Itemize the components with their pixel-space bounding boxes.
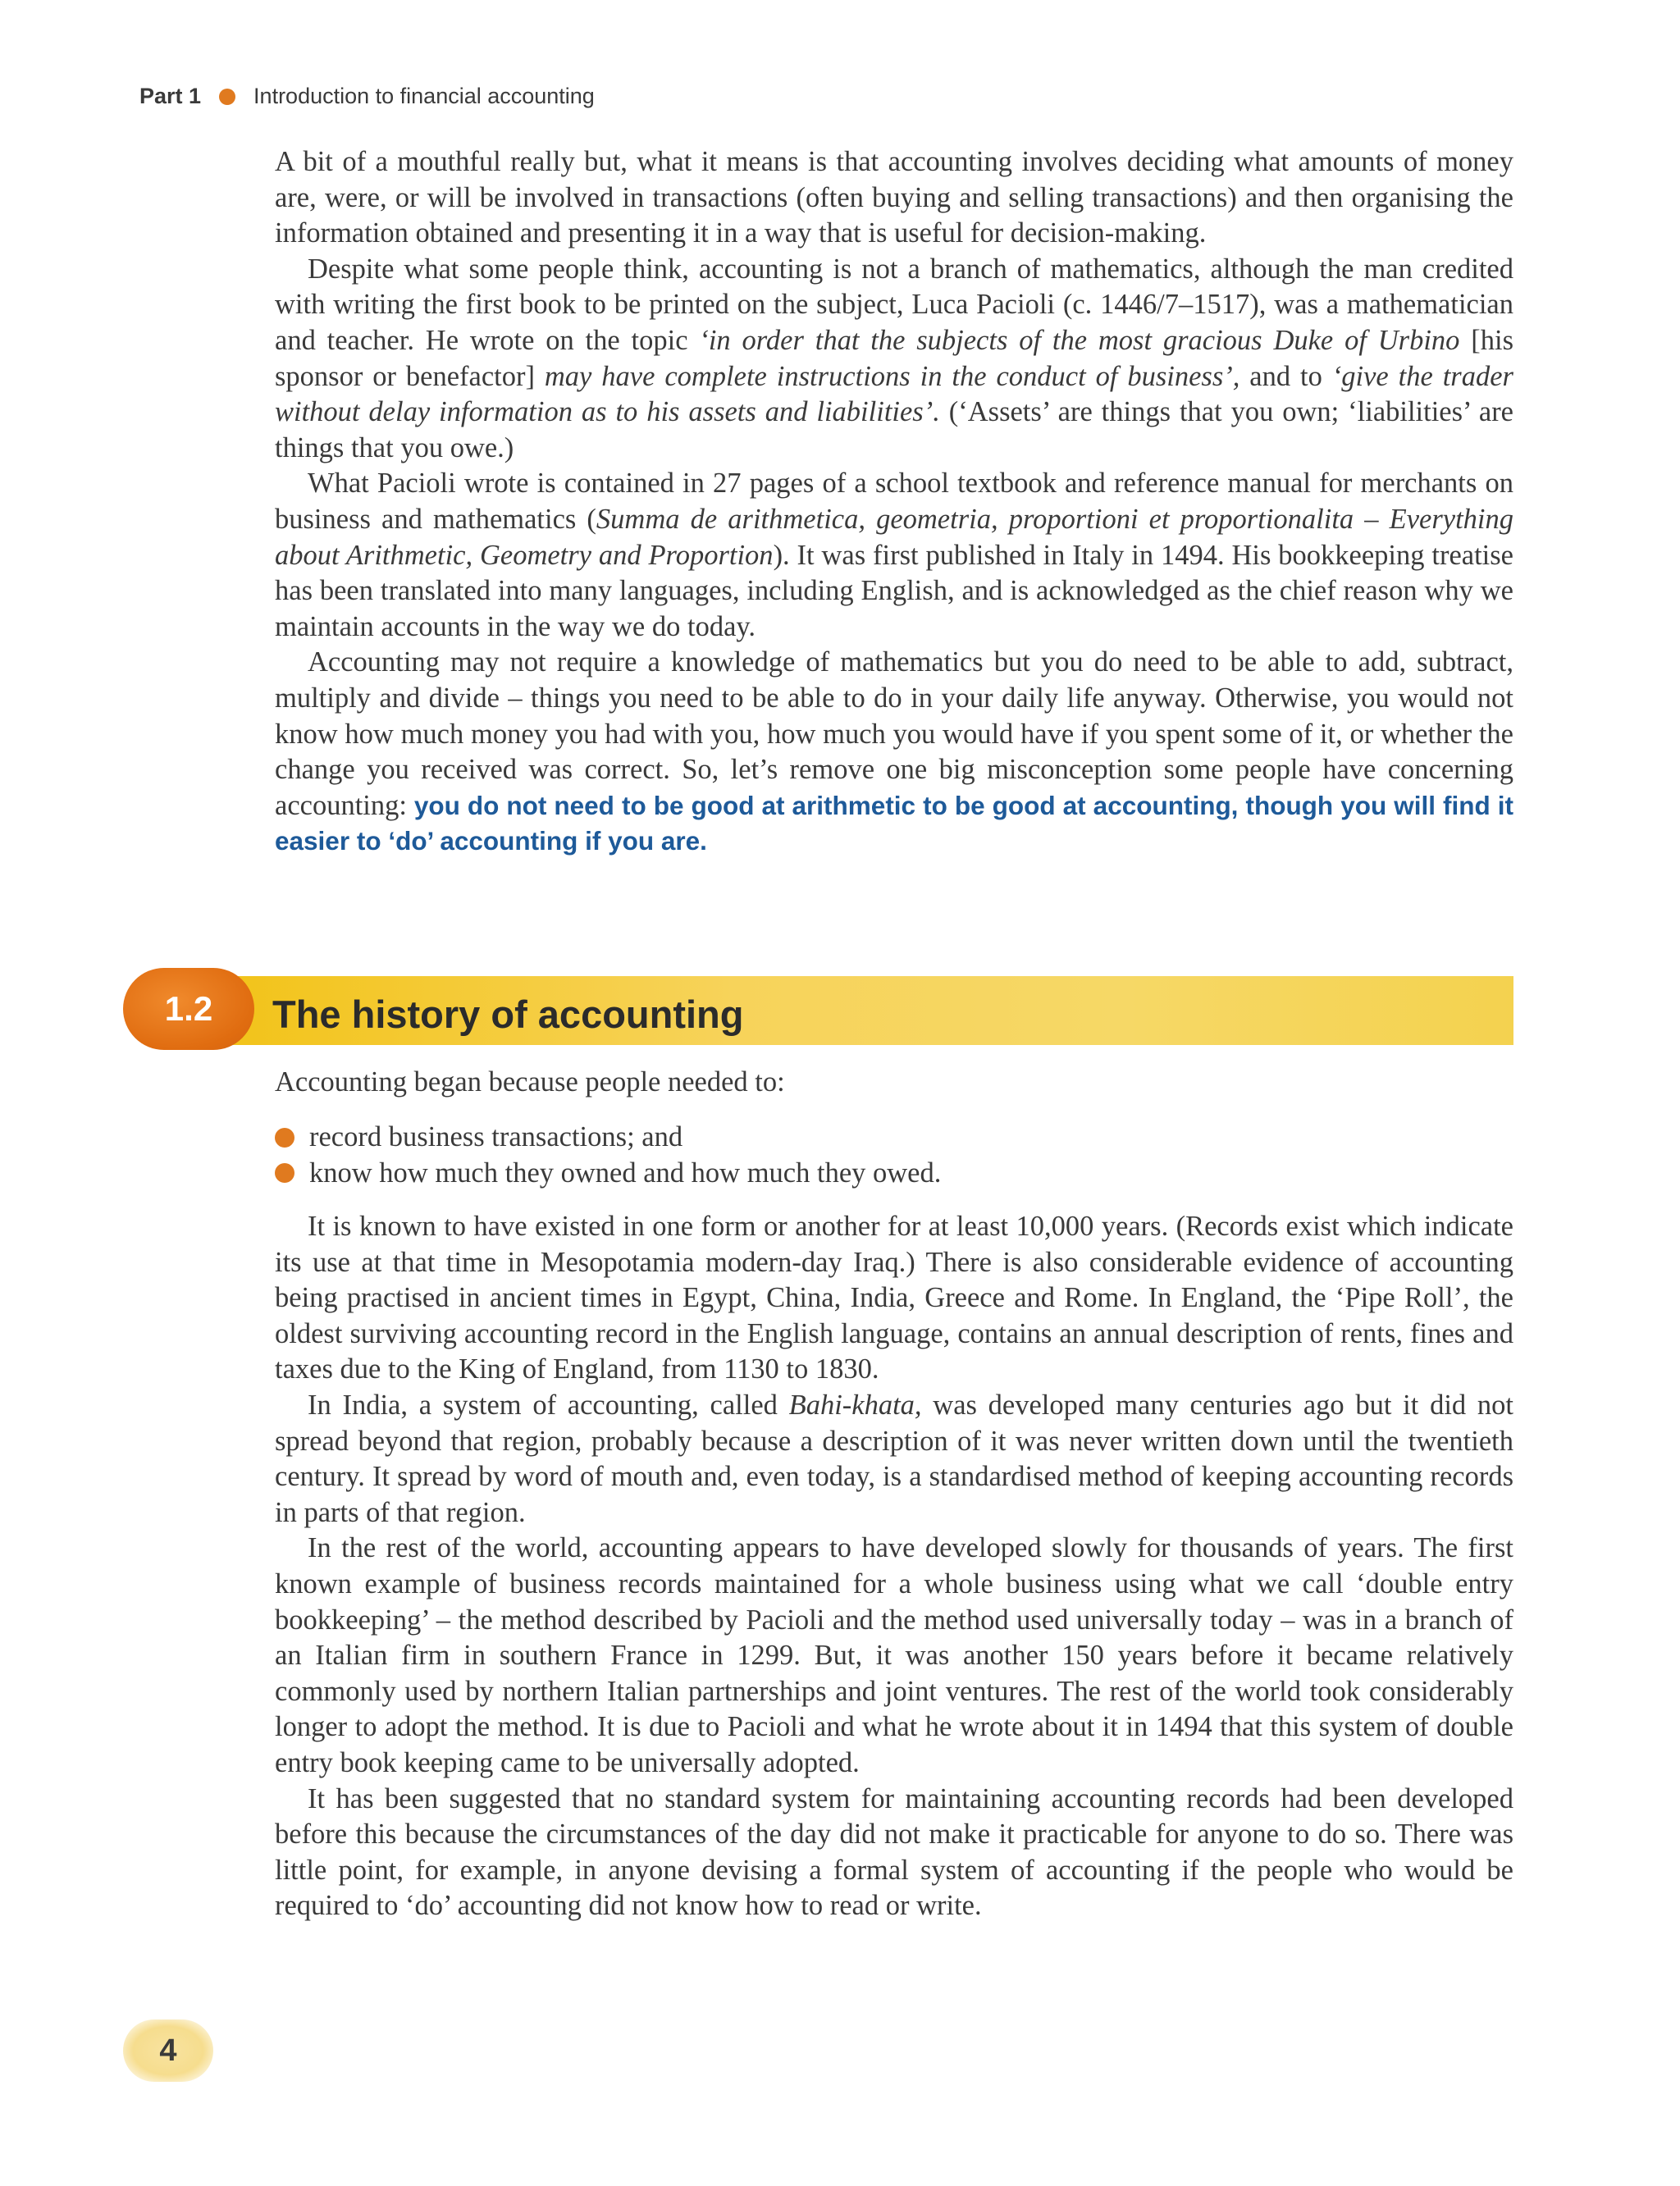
body-text-block-2 bbox=[275, 1209, 1513, 1924]
paragraph bbox=[275, 466, 1513, 645]
running-head-title: Introduction to financial accounting bbox=[253, 84, 595, 108]
paragraph-text: ). It was first published in Italy in 1494. His bookkeeping treatise has been translated into many languages, including English, and is acknowledged as the chief reason why we maintain accounts in the way we do today. bbox=[275, 539, 1513, 642]
paragraph bbox=[275, 252, 1513, 467]
running-head-part: Part 1 bbox=[139, 84, 202, 108]
term-italic: Bahi-khata, bbox=[788, 1389, 922, 1421]
list-item bbox=[275, 1156, 941, 1192]
paragraph bbox=[275, 144, 1513, 252]
quote-text: ‘give the trader without delay information as to his assets and liabilities’. bbox=[275, 360, 1513, 428]
quote-text: ‘in order that the subjects of the most gracious Duke of Urbino bbox=[699, 324, 1460, 356]
page-number: 4 bbox=[123, 2019, 213, 2082]
bullet-list bbox=[275, 1120, 941, 1191]
list-item bbox=[275, 1120, 941, 1156]
paragraph-text: Despite what some people think, accounting is not a branch of mathematics, although the man credited with writing the first book to be printed on the subject, Luca Pacioli (c. 1446/7–1517), was a mathematician and teacher. He wrote on the topic bbox=[275, 253, 1513, 356]
list-item-text: know how much they owned and how much they owed. bbox=[309, 1157, 942, 1189]
paragraph bbox=[275, 1531, 1513, 1781]
paragraph-text: A bit of a mouthful really but, what it means is that accounting involves deciding what amounts of money are, were, or will be involved in transactions (often buying and selling transactions) and then organising the information obtained and presenting it in a way that is useful for decision-making. bbox=[275, 146, 1513, 249]
bullet-icon bbox=[275, 1128, 294, 1148]
book-title: Summa de arithmetica, geometria, proportioni et proportionalita – Everything about Arithmetic, Geometry and Proportion bbox=[275, 503, 1513, 571]
paragraph-text: Accounting may not require a knowledge of mathematics but you do need to be able to add, subtract, multiply and divide – things you need to be able to do in your daily life anyway. Otherwise, you would not know how much money you had with you, how much you would have if you spent some of it, or whether the change you received was correct. So, let’s remove one big misconception some people have concerning accounting: bbox=[275, 646, 1513, 821]
paragraph-text: In the rest of the world, accounting appears to have developed slowly for thousands of years. The first known example of business records maintained for a whole business using what we call ‘double entry bookkeeping’ – the method described by Pacioli and the method used universally today – was in a branch of an Italian firm in southern France in 1299. But, it was another 150 years before it became relatively commonly used by northern Italian partnerships and joint ventures. The rest of the world took considerably longer to adopt the method. It is due to Pacioli and what he wrote about it in 1494 that this system of double entry book keeping came to be universally adopted. bbox=[275, 1532, 1513, 1778]
paragraph-text: and to bbox=[1239, 360, 1332, 392]
bullet-icon bbox=[275, 1163, 294, 1183]
running-head bbox=[139, 84, 595, 109]
running-head-bullet-icon bbox=[219, 89, 235, 105]
paragraph-text: [his sponsor or benefactor] bbox=[275, 324, 1514, 392]
list-intro: Accounting began because people needed to: bbox=[275, 1066, 785, 1098]
paragraph-text: It is known to have existed in one form or another for at least 10,000 years. (Records exist which indicate its use at that time in Mesopotamia modern-day Iraq.) There is also considerable evidence of accounting being practised in ancient times in Egypt, China, India, Greece and Rome. In England, the ‘Pipe Roll’, the oldest surviving accounting record in the English language, contains an annual description of rents, fines and taxes due to the King of England, from 1130 to 1830. bbox=[275, 1211, 1513, 1385]
paragraph-text: was developed many centuries ago but it did not spread beyond that region, probably because a description of it was never written down until the twentieth century. It spread by word of mouth and, even today, is a standardised method of keeping accounting records in parts of that region. bbox=[275, 1389, 1513, 1528]
paragraph-text: What Pacioli wrote is contained in 27 pages of a school textbook and reference manual for merchants on business and mathematics ( bbox=[275, 468, 1513, 535]
paragraph bbox=[275, 1782, 1513, 1924]
section-number-badge: 1.2 bbox=[123, 968, 254, 1050]
quote-text: may have complete instructions in the conduct of business’, bbox=[544, 360, 1240, 392]
paragraph-text: (‘Assets’ are things that you own; ‘liabilities’ are things that you owe.) bbox=[275, 396, 1513, 463]
paragraph-text: In India, a system of accounting, called bbox=[308, 1389, 789, 1421]
body-text-block-1 bbox=[275, 144, 1513, 860]
paragraph-text: It has been suggested that no standard system for maintaining accounting records had been developed before this because the circumstances of the day did not make it practicable for anyone to do so. There was little point, for example, in anyone devising a formal system of accounting if the people who would be required to ‘do’ accounting did not know how to read or write. bbox=[275, 1782, 1513, 1922]
list-item-text: record business transactions; and bbox=[309, 1121, 683, 1152]
paragraph bbox=[275, 645, 1513, 860]
paragraph bbox=[275, 1209, 1513, 1388]
paragraph bbox=[275, 1388, 1513, 1531]
key-point-highlight: you do not need to be good at arithmetic to be good at accounting, though you will find it easier to ‘do’ accounting if you are. bbox=[275, 790, 1513, 856]
section-title: The history of accounting bbox=[272, 992, 744, 1036]
section-heading bbox=[123, 968, 1513, 1060]
